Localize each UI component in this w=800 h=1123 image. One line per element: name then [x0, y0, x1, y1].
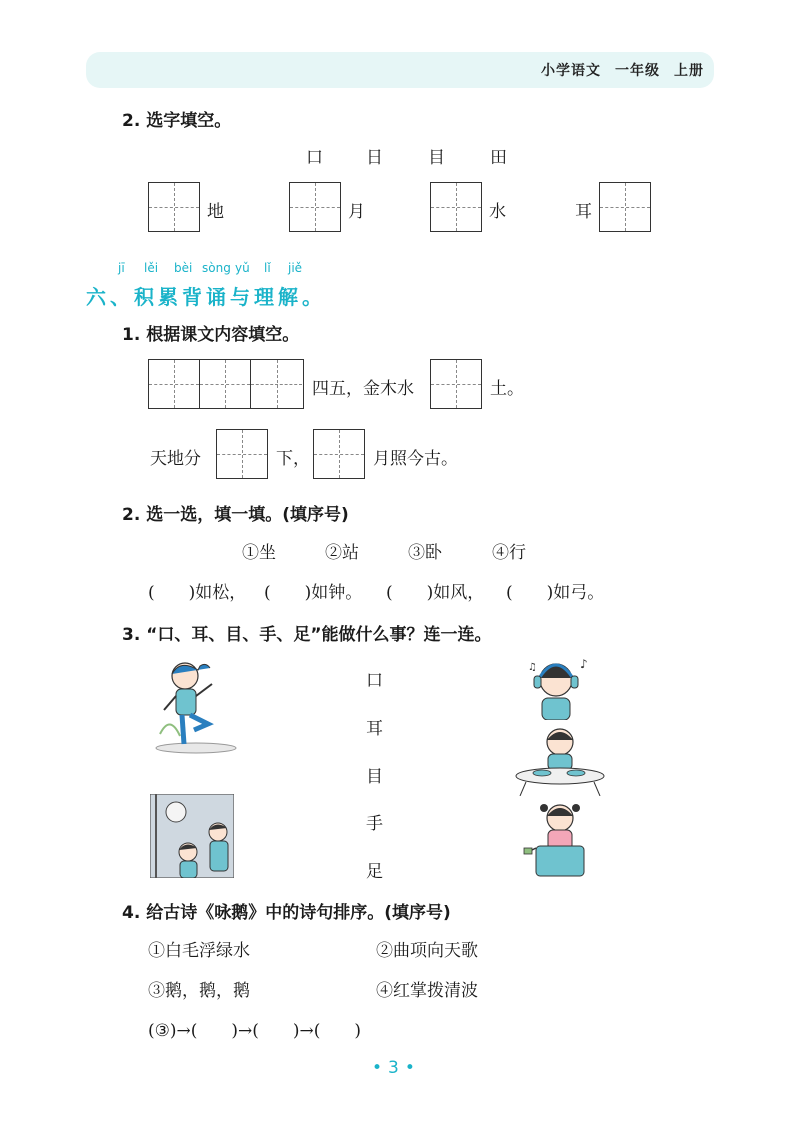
q2b-option-1: ①坐	[242, 543, 276, 563]
q2b-option-3: ③卧	[408, 543, 442, 563]
pinyin-4: sòng	[202, 261, 231, 275]
q2a-option-2: 日	[366, 148, 383, 168]
pinyin-3: bèi	[174, 261, 193, 275]
page-dot-right: •	[404, 1058, 421, 1078]
q2b-title: 2. 选一选，填一填。(填序号)	[122, 505, 349, 525]
q2a-word-2: 月	[348, 202, 365, 222]
q1-grid-cell[interactable]	[251, 360, 302, 408]
q2a-word-3: 水	[489, 202, 506, 222]
svg-text:♪: ♪	[580, 657, 588, 671]
header-subject: 小学语文	[541, 63, 601, 79]
q1-title: 1. 根据课文内容填空。	[122, 325, 300, 345]
q2a-word-4: 耳	[575, 202, 592, 222]
q2b-blank-2[interactable]: ( )如钟。	[264, 583, 363, 603]
q1-grid-three[interactable]	[148, 359, 304, 409]
page-number	[372, 1058, 421, 1078]
q4-answer-4[interactable]: ( )	[313, 1021, 362, 1041]
svg-text:♫: ♫	[528, 662, 537, 673]
q2a-title: 2. 选字填空。	[122, 111, 232, 131]
q4-arrow-2: →	[238, 1021, 253, 1041]
header-info	[527, 60, 704, 80]
q2a-option-4: 田	[490, 148, 507, 168]
q2a-box-1[interactable]	[148, 182, 200, 232]
q4-arrow-1: →	[176, 1021, 191, 1041]
q3-word-mouth[interactable]: 口	[366, 671, 383, 691]
q4-arrow-3: →	[299, 1021, 314, 1041]
pinyin-5: yǔ	[235, 261, 250, 275]
q4-line-3: ③鹅，鹅，鹅	[148, 981, 250, 1001]
q2b-blank-4[interactable]: ( )如弓。	[506, 583, 605, 603]
q1-box-2[interactable]	[216, 429, 268, 479]
q1-line2-start: 天地分	[150, 449, 201, 469]
q1-line1-end: 土。	[490, 379, 524, 399]
q2b-blank-1[interactable]: ( )如松，	[148, 583, 247, 603]
girl-eating-illustration	[512, 726, 608, 796]
page-number-value: 3	[388, 1058, 405, 1078]
q1-box-1[interactable]	[430, 359, 482, 409]
q1-grid-cell[interactable]	[200, 360, 251, 408]
q4-answer-2[interactable]: ( )	[190, 1021, 239, 1041]
q2a-option-1: 口	[306, 148, 323, 168]
q4-line-4: ④红掌拨清波	[376, 981, 478, 1001]
q2b-blank-3[interactable]: ( )如风，	[386, 583, 485, 603]
q3-word-foot[interactable]: 足	[366, 862, 383, 882]
q2a-box-2[interactable]	[289, 182, 341, 232]
q3-word-ear[interactable]: 耳	[366, 719, 383, 739]
q3-word-hand[interactable]: 手	[366, 814, 383, 834]
pinyin-6: lǐ	[264, 261, 271, 275]
q3-word-eye[interactable]: 目	[366, 767, 383, 787]
q1-grid-cell[interactable]	[149, 360, 200, 408]
girl-washing-illustration	[522, 802, 598, 878]
header-grade: 一年级	[615, 63, 660, 79]
pinyin-7: jiě	[288, 261, 303, 275]
q2a-box-3[interactable]	[430, 182, 482, 232]
girl-standing-illustration	[150, 654, 242, 754]
section6-title: 六、积累背诵与理解。	[86, 285, 326, 309]
pinyin-1: jī	[118, 261, 125, 275]
q4-title: 4. 给古诗《咏鹅》中的诗句排序。(填序号)	[122, 903, 451, 923]
q4-answer-row	[148, 1016, 361, 1041]
girl-headphones-illustration	[522, 654, 596, 720]
q3-title: 3. “口、耳、目、手、足”能做什么事？连一连。	[122, 625, 492, 645]
q1-line1-mid: 四五，金木水	[312, 379, 414, 399]
page-dot-left: •	[372, 1058, 389, 1078]
q4-line-1: ①白毛浮绿水	[148, 941, 250, 961]
q2b-option-2: ②站	[325, 543, 359, 563]
q1-line2-end: 月照今古。	[373, 449, 458, 469]
q2a-word-1: 地	[207, 202, 224, 222]
q1-line2-mid: 下，	[276, 449, 310, 469]
header-term: 上册	[674, 63, 704, 79]
children-moon-illustration	[150, 794, 234, 878]
q2a-box-4[interactable]	[599, 182, 651, 232]
q4-answer-1: (③)	[148, 1021, 177, 1041]
q4-answer-3[interactable]: ( )	[252, 1021, 300, 1041]
q4-line-2: ②曲项向天歌	[376, 941, 478, 961]
pinyin-2: lěi	[144, 261, 159, 275]
q2b-option-4: ④行	[492, 543, 526, 563]
q2a-option-3: 目	[428, 148, 445, 168]
q1-box-3[interactable]	[313, 429, 365, 479]
